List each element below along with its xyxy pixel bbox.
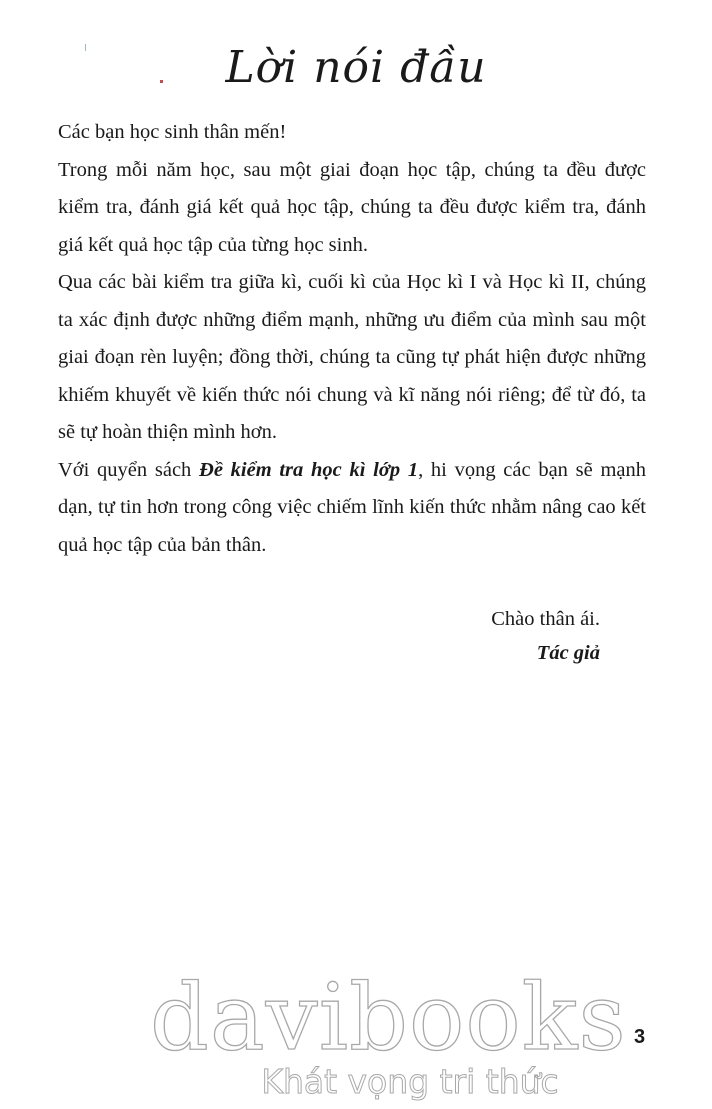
author-signature: Tác giả [536, 642, 600, 664]
paragraph: Qua các bài kiểm tra giữa kì, cuối kì của Học kì I và Học kì II, chúng ta xác định được những điểm mạnh, những ưu điểm của mình sau một giai đoạn rèn luyện; đồng thời, chúng ta cũng tự phát hiện được những khiếm khuyết về kiến thức nói chung và kĩ năng nói riêng; để từ đó, ta sẽ tự hoàn thiện mình hơn. [58, 271, 646, 443]
paragraph-lead: Với quyển sách [58, 458, 200, 481]
closing-greeting: Chào thân ái. [491, 608, 600, 630]
paragraph: Trong mỗi năm học, sau một giai đoạn học tập, chúng ta đều được kiểm tra, đánh giá kết quả học tập, chúng ta đều được kiểm tra, đánh giá kết quả học tập của từng học sinh. [58, 158, 646, 256]
greeting-paragraph: Các bạn học sinh thân mến! [58, 121, 287, 143]
watermark-logo: davibooks [150, 964, 627, 1071]
paragraph [58, 452, 646, 565]
scan-speck [85, 44, 86, 51]
page-number: 3 [634, 1026, 646, 1048]
watermark-slogan: Khát vọng tri thức [261, 1062, 559, 1101]
body-text [58, 114, 646, 564]
book-title: Đề kiểm tra học kì lớp 1 [199, 458, 419, 481]
page-title: Lời nói đầu [225, 42, 487, 93]
scan-speck [160, 80, 163, 83]
paragraph-rest: , hi vọng các bạn sẽ mạnh dạn, tự tin hơn trong công việc chiếm lĩnh kiến thức nhằm nâng cao kết quả học tập của bản thân. [58, 458, 646, 556]
